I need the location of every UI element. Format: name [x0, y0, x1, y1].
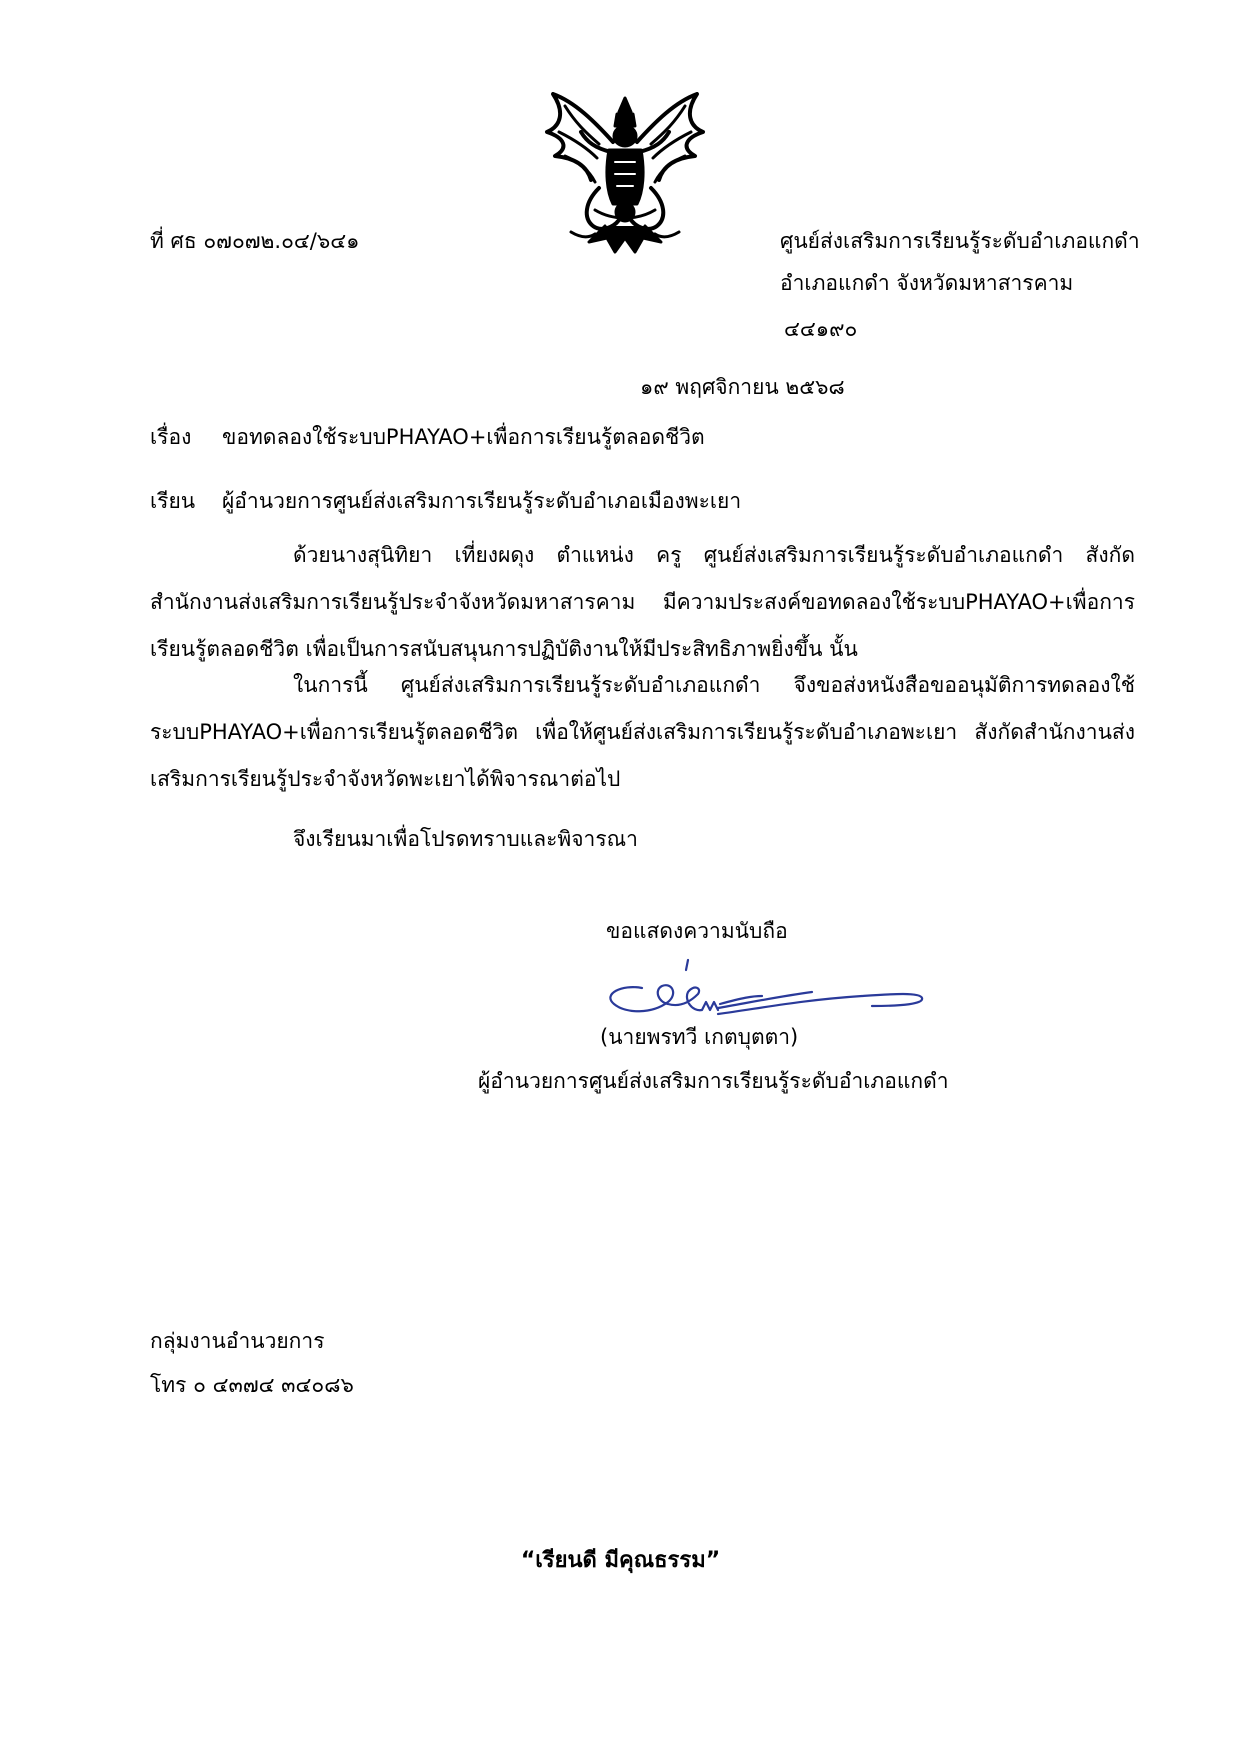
sender-address-line-1: ศูนย์ส่งเสริมการเรียนรู้ระดับอำเภอแกดำ — [780, 229, 1140, 253]
closing-request: จึงเรียนมาเพื่อโปรดทราบและพิจารณา — [293, 827, 638, 851]
subject-label: เรื่อง — [150, 425, 192, 449]
signer-name: (นายพรทวี เกตบุตตา) — [600, 1025, 799, 1049]
body-paragraph-2 — [150, 662, 1135, 803]
letter-date: ๑๙ พฤศจิกายน ๒๕๖๘ — [640, 375, 845, 399]
reference-number: ที่ ศธ ๐๗๐๗๒.๐๔/๖๔๑ — [150, 229, 360, 253]
body-paragraph-1 — [150, 532, 1135, 673]
subject-text: ขอทดลองใช้ระบบPHAYAO+เพื่อการเรียนรู้ตลอดชีวิต — [222, 425, 705, 449]
handwritten-signature — [602, 958, 932, 1024]
recipient-text: ผู้อำนวยการศูนย์ส่งเสริมการเรียนรู้ระดับอำเภอเมืองพะเยา — [222, 489, 742, 513]
recipient-label: เรียน — [150, 489, 196, 513]
motto: “เรียนดี มีคุณธรรม” — [520, 1548, 721, 1573]
sender-postcode: ๔๔๑๙๐ — [784, 317, 858, 341]
garuda-emblem-icon — [535, 92, 715, 262]
signer-position: ผู้อำนวยการศูนย์ส่งเสริมการเรียนรู้ระดับอำเภอแกดำ — [478, 1069, 949, 1093]
salutation: ขอแสดงความนับถือ — [606, 919, 788, 943]
department: กลุ่มงานอำนวยการ — [150, 1329, 325, 1353]
body-paragraph-2-text: ในการนี้ ศูนย์ส่งเสริมการเรียนรู้ระดับอำเภอแกดำ จึงขอส่งหนังสือขออนุมัติการทดลองใช้ระบบPHAYAO+เพื่อการเรียนรู้ตลอดชีวิต เพื่อให้ศูนย์ส่งเสริมการเรียนรู้ระดับอำเภอพะเยา สังกัดสำนักงานส่งเสริมการเรียนรู้ประจำจังหวัดพะเยาได้พิจารณาต่อไป — [150, 673, 1135, 791]
sender-address-line-2: อำเภอแกดำ จังหวัดมหาสารคาม — [780, 271, 1074, 295]
body-paragraph-1-text: ด้วยนางสุนิทิยา เที่ยงผดุง ตำแหน่ง ครู ศูนย์ส่งเสริมการเรียนรู้ระดับอำเภอแกดำ สังกัดสำนักงานส่งเสริมการเรียนรู้ประจำจังหวัดมหาสารคาม มีความประสงค์ขอทดลองใช้ระบบPHAYAO+เพื่อการเรียนรู้ตลอดชีวิต เพื่อเป็นการสนับสนุนการปฏิบัติงานให้มีประสิทธิภาพยิ่งขึ้น นั้น — [150, 543, 1135, 661]
phone: โทร ๐ ๔๓๗๔ ๓๔๐๘๖ — [150, 1373, 354, 1397]
